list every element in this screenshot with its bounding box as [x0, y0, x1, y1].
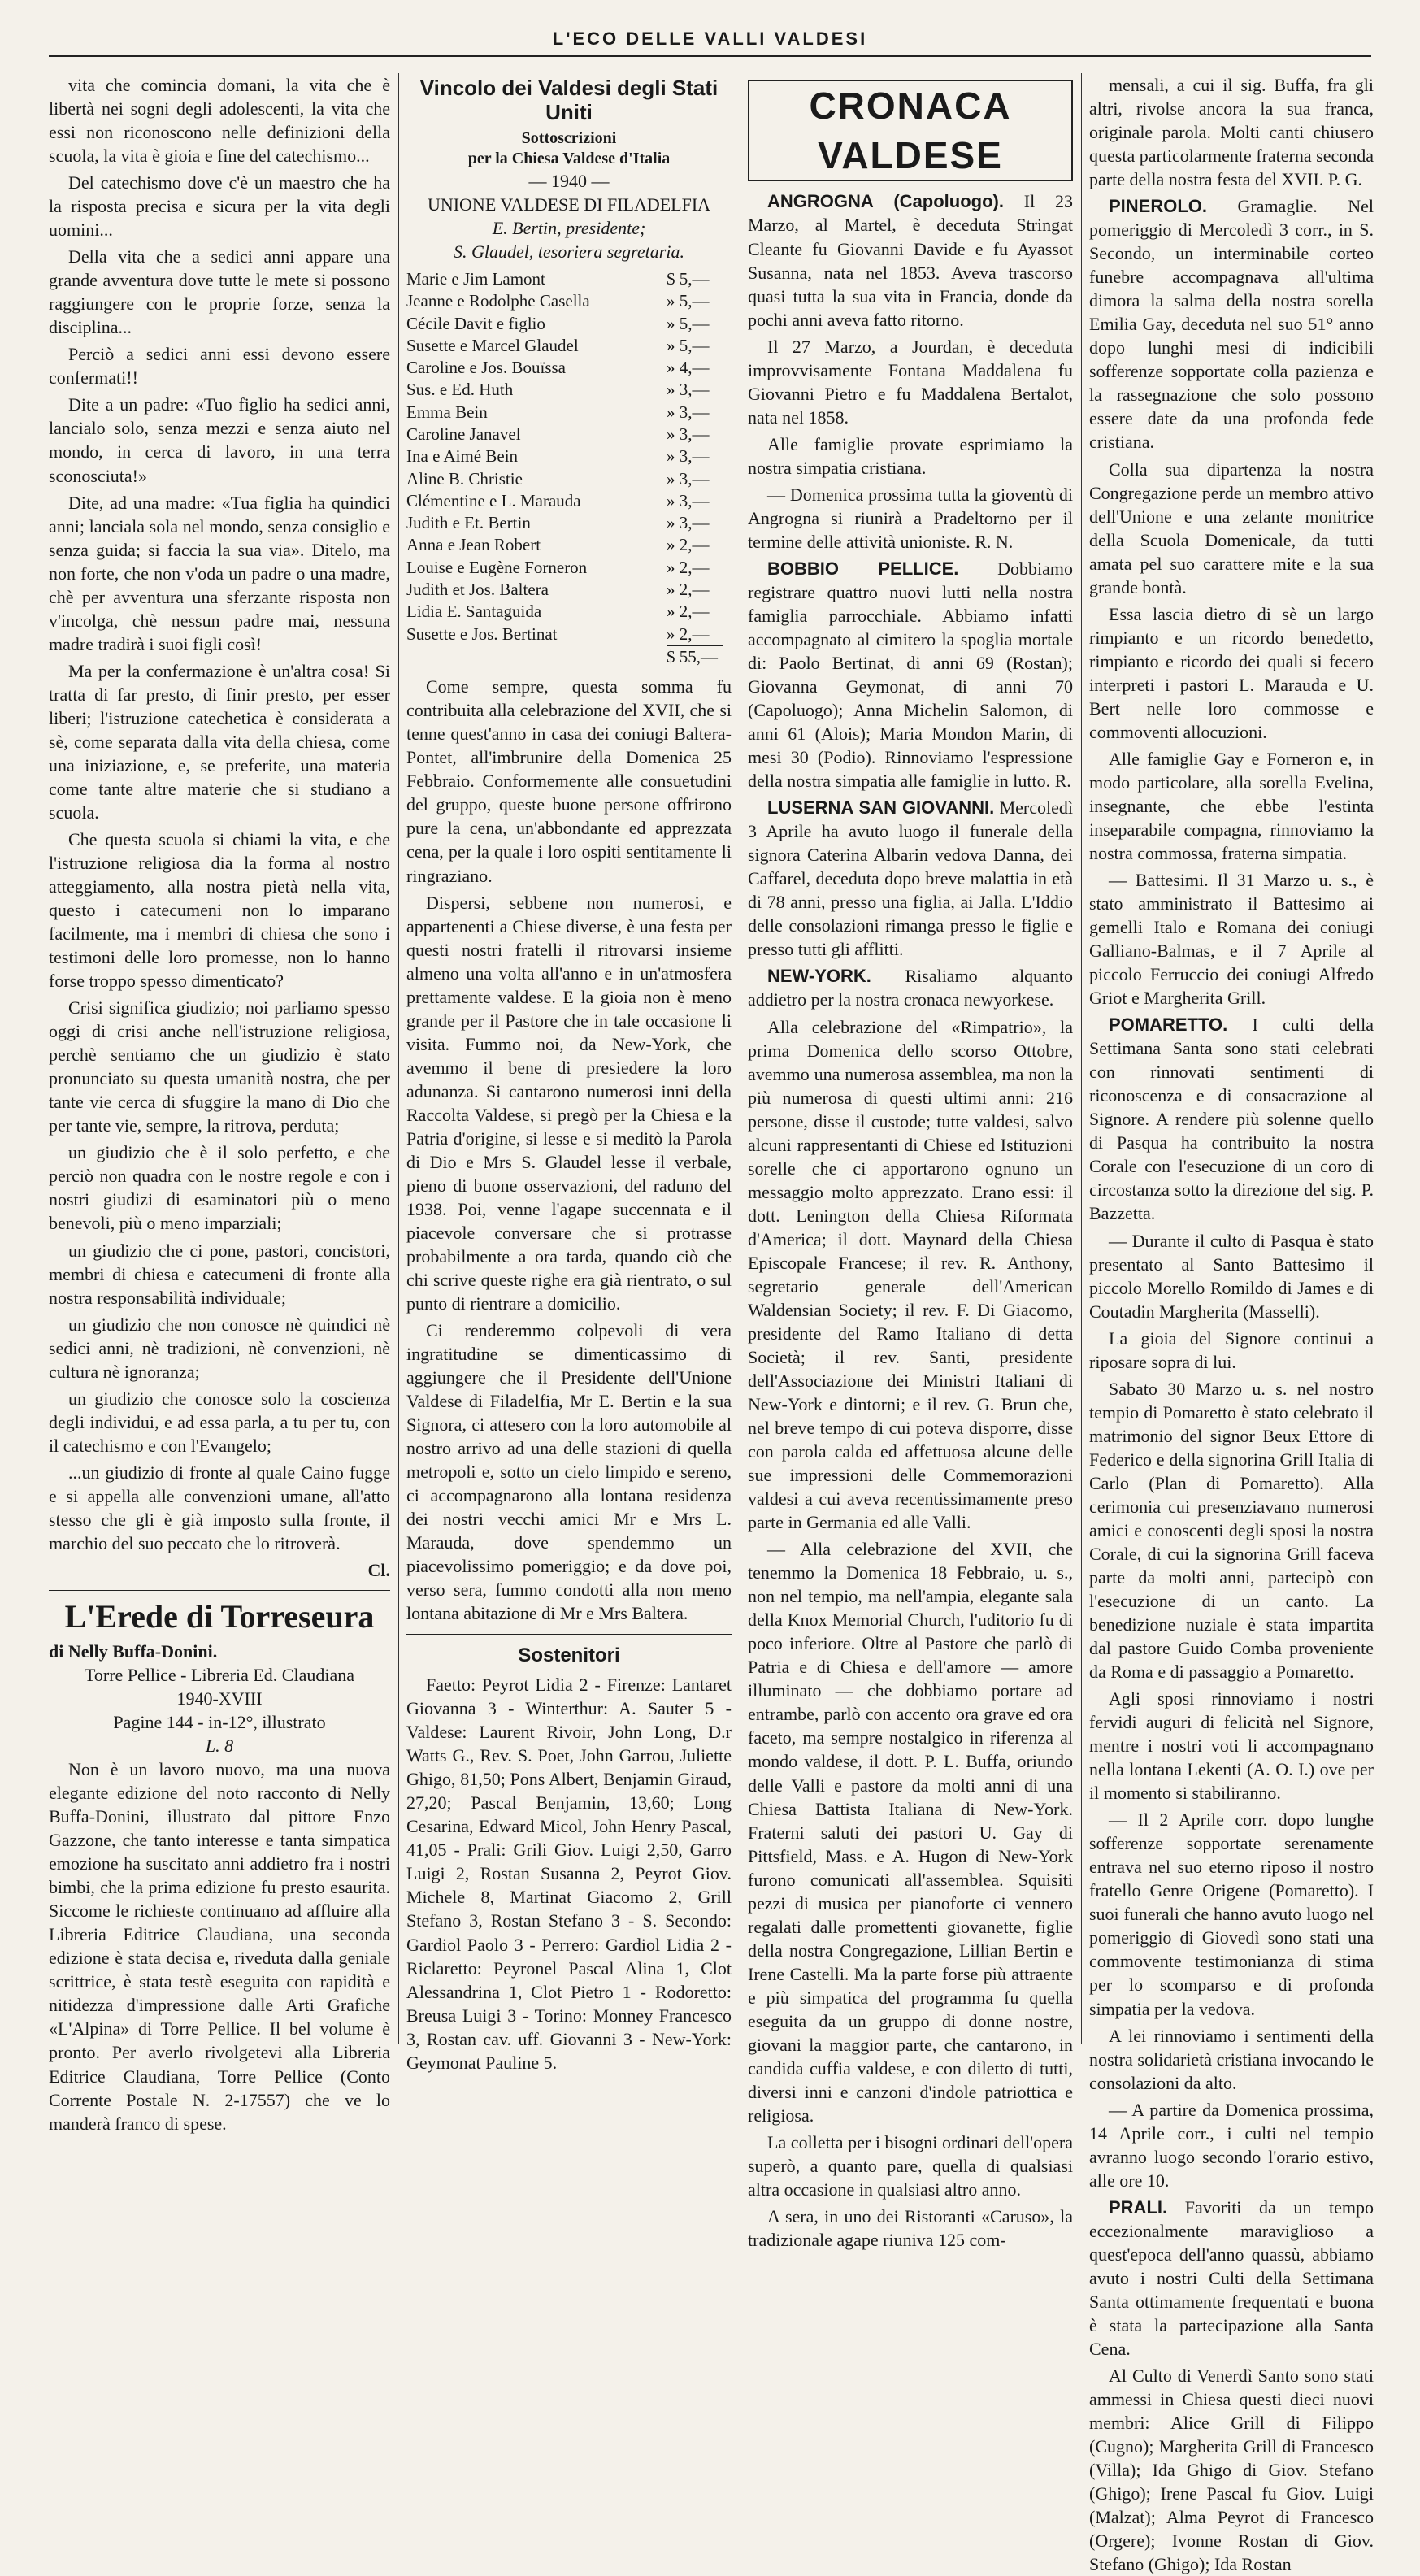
- news-place: BOBBIO PELLICE.: [767, 558, 959, 579]
- donor-amount: » 5,—: [667, 335, 710, 355]
- news-item: [748, 432, 1073, 480]
- donor-name: Jeanne e Rodolphe Casella: [406, 291, 590, 311]
- paragraph: un giudizio che conosce solo la coscienza degli individui, e ad essa parla, a tu per tu, con il catechismo e con l'Evangelo;: [49, 1388, 390, 1456]
- paragraph: Come sempre, questa somma fu contribuita alla celebrazione del XVII, che si tenne quest'anno in casa dei coniugi Baltera-Pontet, all'imbrunire della Domenica 25 Febbraio. Conformemente alle consuetudini del gruppo, queste buone persone offrirono pure la cena, un'abbondante ed apprezzata cena, per la quale i loro ospiti sentitamente li ringraziano.: [406, 676, 732, 886]
- news-item: [1089, 194, 1374, 454]
- president-line: E. Bertin, presidente;: [492, 217, 646, 238]
- divider: [49, 1590, 390, 1591]
- news-place: PRALI.: [1109, 2196, 1168, 2218]
- donor-amount: » 5,—: [667, 291, 710, 311]
- donor-name: Judith et Jos. Baltera: [406, 580, 549, 600]
- donor-row: [406, 601, 732, 623]
- news-item: [1089, 602, 1374, 744]
- news-text: Il 27 Marzo, a Jourdan, è deceduta improvvisamente Fontana Maddalena fu Giovanni Pietro e fu Maddalena Bertalot, nata nel 1858.: [748, 336, 1073, 428]
- donor-row: [406, 445, 732, 467]
- signature: Cl.: [367, 1559, 390, 1580]
- divider: [406, 1634, 732, 1635]
- news-item: [748, 189, 1073, 331]
- news-text: Al Culto di Venerdì Santo sono stati ammessi in Chiesa questi dieci nuovi membri: Alice Grill di Filippo (Cugno); Margherita Grill di Francesco (Villa); Ida Ghigo di Giov. Stefano (Ghigo); Irene Pascal fu Giov. Luigi (Malzat); Alma Peyrot di Francesco (Orgere); Ivonne Rostan di Giov. Stefano (Ghigo); Ida Rostan: [1089, 2365, 1374, 2575]
- news-item: [1089, 2098, 1374, 2192]
- donor-amount: » 3,—: [667, 424, 710, 444]
- donor-name: Clémentine e L. Marauda: [406, 490, 581, 510]
- donor-row: [406, 379, 732, 401]
- donor-row: [406, 557, 732, 579]
- column-2: [406, 73, 732, 2073]
- book-review: Non è un lavoro nuovo, ma una nuova elegante edizione del noto racconto di Nelly Buffa-Donini, illustrato dal pittore Enzo Gazzone, che tanto interesse e tanta simpatica emozione ha suscitato anni addietro fra i nostri bimbi, che la prima edizione fu presto esaurita. Siccome le richieste continuano ad affluire alla Libreria Editrice Claudiana, una seconda edizione è stata decisa e, riveduta dalla geniale scrittrice, è stata testè eseguita con rapidità e nitidezza d'impressione dalle Arti Grafiche «L'Alpina» di Torre Pellice. Il bel volume è pronto. Per averlo rivolgetevi alla Libreria Editrice Claudiana, Torre Pellice (Conto Corrente Postale N. 2-17557) che ve lo manderà franco di spese.: [49, 1759, 390, 2134]
- donor-amount: » 3,—: [667, 468, 710, 489]
- paragraph: Ci renderemmo colpevoli di vera ingratitudine se dimenticassimo di aggiungere che il Presidente dell'Unione Valdese di Filadelfia, Mr E. Bertin e la sua Signora, ci attesero con la loro automobile al nostro arrivo ad una delle stazioni di quella metropoli e, sotto un cielo limpido e sereno, ci accompagnarono alla lontana residenza dei nostri vecchi amici Mr e Mrs L. Marauda, dove spendemmo un piacevolissimo pomeriggio; e da dove poi, verso sera, fummo condotti alla non meno lontana abitazione di Mr e Mrs Baltera.: [406, 1320, 732, 1624]
- page-header: L'ECO DELLE VALLI VALDESI: [49, 23, 1371, 57]
- column-rule: [1081, 73, 1082, 2044]
- donor-name: Sus. e Ed. Huth: [406, 380, 514, 400]
- news-text: A sera, in uno dei Ristoranti «Caruso», la tradizionale agape riuniva 125 com-: [748, 2206, 1073, 2251]
- news-text: Alle famiglie Gay e Forneron e, in modo particolare, alla sorella Evelina, insegnante, che ebbe l'estinta inseparabile compagna, rinnoviamo la nostra commossa, fraterna simpatia.: [1089, 748, 1374, 863]
- section-subtitle: per la Chiesa Valdese d'Italia: [467, 149, 671, 167]
- news-text: Alle famiglie provate esprimiamo la nostra simpatia cristiana.: [748, 433, 1073, 478]
- news-item: [1089, 747, 1374, 865]
- book-author: di Nelly Buffa-Donini.: [49, 1640, 218, 1662]
- paragraph: Crisi significa giudizio; noi parliamo spesso oggi di crisi anche nell'istruzione religiosa, perchè sentiamo che un giudizio è stato pronunciato su questa umanità nostra, che per tante vie cerca di sfuggire la mano di Dio che per tante vie, sempre, la ritrova, perduta;: [49, 997, 390, 1136]
- donor-name: Emma Bein: [406, 402, 488, 422]
- news-place: NEW-YORK.: [767, 966, 871, 987]
- paragraph: Perciò a sedici anni essi devono essere confermati!!: [49, 344, 390, 389]
- news-item: [1089, 2364, 1374, 2576]
- donor-amount: » 2,—: [667, 623, 710, 644]
- column-1: [49, 73, 390, 2134]
- donor-row: [406, 268, 732, 290]
- news-item: [748, 335, 1073, 429]
- donor-row: [406, 512, 732, 534]
- news-text: — Battesimi. Il 31 Marzo u. s., è stato amministrato il Battesimo ai gemelli Italo e Romana dei coniugi Galliano-Balmas, e il 7 Aprile al piccolo Ferruccio dei coniugi Alfredo Griot e Margherita Grill.: [1089, 870, 1374, 1009]
- news-item: [1089, 1327, 1374, 1374]
- paragraph: ...un giudizio di fronte al quale Caino fugge e si appella alle convenzioni umane, all'atto stesso che gli è già imposto sulla fronte, il marchio del suo peccato che lo ritroverà.: [49, 1462, 390, 1553]
- donor-name: Caroline Janavel: [406, 424, 521, 444]
- donor-amount: » 2,—: [667, 557, 710, 577]
- news-text: Il 23 Marzo, al Martel, è deceduta Stringat Cleante fu Giovanni Davide e fu Ayassot Susanna, nata nel 1853. Aveva trascorso quasi tutta la sua vita in Francia, donde da pochi anni aveva fatto ritorno.: [748, 191, 1073, 330]
- donor-amount: » 2,—: [667, 535, 710, 555]
- news-item: [1089, 1687, 1374, 1805]
- donor-row: [406, 313, 732, 335]
- news-text: Colla sua dipartenza la nostra Congregazione perde un membro attivo dell'Unione e una zelante monitrice della Scuola Domenicale, da tutti amata pel suo carattere mite e la sua grande bontà.: [1089, 458, 1374, 597]
- cronaca-title: CRONACA VALDESE: [748, 80, 1073, 181]
- donor-name: Susette e Marcel Glaudel: [406, 335, 579, 355]
- news-text: — Alla celebrazione del XVII, che tenemmo la Domenica 18 Febbraio, u. s., non nel tempio, ma nell'ampia, elegante sala della Knox Memorial Church, l'uditorio fu di poco inferiore. Oltre al Pastore che parlò di Patria e di Chiesa e dell'amore — amore illuminato — che dobbiamo portare ad entrambe, parlò con accento ora grave ed ora faceto, ma sempre nostalgico in riferenza al mondo valdese, il dott. P. L. Buffa, oriundo delle Valli e pastore da molti anni di una Chiesa Battista Italiana di New-York. Fraterni saluti dei pastori U. Gay di Pittsfield, Mass. e A. Hugon di New-York furono comunicati all'assemblea. Squisiti pezzi di musica per pianoforte ci vennero regalati dalle promettenti giovanette, figlie della nostra Congregazione, Lillian Bertin e Irene Castelli. Ma la parte forse più attraente e più simpatica del programma fu quella eseguita da un gruppo di donne nostre, giovani la maggior parte, che cantarono, in candida cuffia valdese, e con diletto di tutti, diversi inni e canzoni d'indole patriottica e religiosa.: [748, 1539, 1073, 2126]
- news-text: Risaliamo alquanto addietro per la nostra cronaca newyorkese.: [748, 966, 1074, 1010]
- paragraph: Dite, ad una madre: «Tua figlia ha quindici anni; lanciala sola nel mondo, senza consiglio e senza guida; si faccia la sua via». Ditelo, ma non forte, che non v'oda un padre o una madre, chè per avventura una sferzante risposta non v'incolga, chè nessun padre mai, nessuna madre tradirà i suoi figli così!: [49, 492, 390, 654]
- news-text: mensali, a cui il sig. Buffa, fra gli altri, rivolse ancora la sua franca, originale parola. Molti canti chiusero questa particolarmente fraterna seconda parte della nostra festa del XVII. P. G.: [1089, 75, 1374, 190]
- news-place: POMARETTO.: [1109, 1014, 1228, 1036]
- column-3: [748, 73, 1074, 2251]
- news-item: [748, 796, 1073, 961]
- news-item: [748, 1537, 1073, 2127]
- donor-amount: » 3,—: [667, 490, 710, 510]
- news-item: [1089, 1013, 1374, 1225]
- news-item: [748, 483, 1073, 554]
- news-text: Sabato 30 Marzo u. s. nel nostro tempio di Pomaretto è stato celebrato il matrimonio del signor Beux Ettore di Federico e della signorina Grill Italia di Carlo (Plan di Pomaretto). Alla cerimonia cui presenziavano numerosi amici e conoscenti degli sposi la nostra Corale, di cui la signorina Grill faceva parte da molti anni, partecipò con l'esecuzione di un canto. La benedizione nuziale è stata impartita dal pastore Guido Comba proveniente da Roma e di passaggio a Pomaretto.: [1089, 1378, 1374, 1683]
- donor-name: Susette e Jos. Bertinat: [406, 623, 558, 644]
- donor-name: Marie e Jim Lamont: [406, 268, 545, 289]
- news-text: — Domenica prossima tutta la gioventù di Angrogna si riunirà a Pradeltorno per il termine delle attività unioniste. R. N.: [748, 484, 1073, 552]
- book-publisher: Torre Pellice - Libreria Ed. Claudiana: [85, 1664, 354, 1685]
- donor-name: Anna e Jean Robert: [406, 535, 541, 555]
- donor-row: [406, 290, 732, 312]
- paragraph: Dite a un padre: «Tuo figlio ha sedici anni, lancialo solo, senza mezzi e senza aiuto nel mondo, in cerca di lavoro, in una terra sconosciuta!»: [49, 394, 390, 486]
- union-name: UNIONE VALDESE DI FILADELFIA: [427, 193, 711, 215]
- column-4: [1089, 73, 1374, 2575]
- donor-row: [406, 579, 732, 601]
- news-text: — Durante il culto di Pasqua è stato presentato al Santo Battesimo il piccolo Morello Romildo di James e di Coutadin Margherita (Masselli).: [1089, 1230, 1374, 1322]
- donor-total: $ 55,—: [406, 645, 732, 668]
- news-item: [748, 1015, 1073, 1535]
- news-text: Favoriti da un tempo eccezionalmente maraviglioso a quest'epoca dell'anno quassù, abbiamo avuto i nostri Culti della Settimana Santa ottimamente frequentati e buona è stata la partecipazione alla Santa Cena.: [1089, 2196, 1374, 2359]
- cronaca-items-continued: [1089, 73, 1374, 2576]
- news-item: [1089, 1229, 1374, 1323]
- donor-list: [406, 268, 732, 645]
- article-catechismo: [49, 73, 390, 1555]
- news-item: [1089, 1377, 1374, 1683]
- section-title: Vincolo dei Valdesi degli Stati Uniti: [419, 76, 719, 124]
- news-item: [1089, 2024, 1374, 2095]
- donor-amount: » 3,—: [667, 402, 710, 422]
- donor-row: [406, 468, 732, 490]
- news-place: LUSERNA SAN GIOVANNI.: [767, 797, 995, 819]
- year-line: — 1940 —: [528, 170, 610, 191]
- donor-amount: » 3,—: [667, 380, 710, 400]
- book-year: 1940-XVIII: [176, 1688, 263, 1709]
- section-subtitle: Sottoscrizioni: [521, 128, 617, 147]
- paragraph: Dispersi, sebbene non numerosi, e appartenenti a Chiese diverse, è una festa per questi nostri fratelli il ritrovarsi insieme almeno una volta all'anno e in un'atmosfera prettamente valdese. E la gioia non è meno grande per il Pastore che in tale occasione li visita. Fummo noi, da New-York, che avemmo il bene di presiedere la loro adunanza. Si cantarono numerosi inni della Raccolta Valdese, si pregò per la Chiesa e la Patria d'origine, si lesse e si meditò la Parola di Dio e Mrs S. Glaudel lesse il verbale, pieno di buone osservazioni, del raduno del 1938. Poi, venne l'agape succennata e il piacevole conversare che si protrasse probabilmente a ora tarda, quando ciò che chi scrive queste righe era già rientrato, o sul punto di rientrare a domicilio.: [406, 892, 732, 1314]
- news-text: — A partire da Domenica prossima, 14 Aprile corr., i culti nel tempio avranno luogo secondo l'orario estivo, alle ore 10.: [1089, 2099, 1374, 2191]
- donor-name: Ina e Aimé Bein: [406, 446, 519, 467]
- donor-amount: » 2,—: [667, 580, 710, 600]
- paragraph: vita che comincia domani, la vita che è libertà nei sogni degli adolescenti, la vita che essi non riconoscono nelle definizioni della scuola, la vita è gioia e fine del catechismo...: [49, 75, 390, 167]
- donor-name: Caroline e Jos. Bouïssa: [406, 358, 566, 378]
- sostenitori-title: Sostenitori: [518, 1644, 620, 1666]
- paragraph: un giudizio che ci pone, pastori, concistori, membri di chiesa e catecumeni di fronte alla nostra responsabilità individuale;: [49, 1240, 390, 1308]
- donor-name: Cécile Davit e figlio: [406, 313, 545, 333]
- news-text: I culti della Settimana Santa sono stati celebrati con rinnovati sentimenti di riconoscenza e di consacrazione al Signore. A rendere più solenne quello di Pasqua ha contribuito la nostra Corale con l'esecuzione di un coro di circostanza sotto la direzione del sig. P. Bazzetta.: [1089, 1014, 1374, 1224]
- donor-amount: » 5,—: [667, 313, 710, 333]
- column-rule: [398, 73, 399, 2044]
- donor-amount: $ 5,—: [667, 268, 710, 289]
- news-text: La gioia del Signore continui a riposare sopra di lui.: [1089, 1327, 1374, 1372]
- news-text: Mercoledì 3 Aprile ha avuto luogo il funerale della signora Caterina Albarin vedova Danna, dei Caffarel, deceduta dopo breve malattia in età di 78 anni, presso una figlia, ai Jalla. L'Iddio delle consolazioni rimanga presso le figlie e presso tutti gli afflitti.: [748, 797, 1073, 960]
- donor-amount: » 3,—: [667, 513, 710, 533]
- paragraph: Del catechismo dove c'è un maestro che ha la risposta precisa e sicura per la vita degli uomini...: [49, 172, 390, 241]
- news-text: Gramaglie. Nel pomeriggio di Mercoledì 3 corr., in S. Secondo, un interminabile corteo funebre accompagnava all'ultima dimora la salma della nostra sorella Emilia Gay, deceduta nel suo 51° anno dopo lunghi mesi di indicibili sofferenze sopportate colla pazienza e la rassegnazione che solo possono essere date da una profonda fede cristiana.: [1089, 196, 1374, 453]
- news-text: La colletta per i bisogni ordinari dell'opera superò, a quanto pare, quella di qualsiasi altra occasione in qualsiasi altro anno.: [748, 2131, 1073, 2200]
- news-item: [748, 964, 1073, 1011]
- donor-row: [406, 623, 732, 645]
- news-text: Dobbiamo registrare quattro nuovi lutti nella nostra famiglia parrocchiale. Abbiamo infatti accompagnato al cimitero la spoglia mortale di: Paolo Bertinat, di anni 69 (Rostan); Giovanna Geymonat, di anni 70 (Capoluogo); Anna Michelin Salomon, di anni 61 (Alois); Maria Mondon Marin, di mesi 30 (Podio). Rinnoviamo l'espressione della nostra simpatia alle famiglie in lutto. R.: [748, 558, 1074, 792]
- donor-row: [406, 402, 732, 424]
- donor-row: [406, 424, 732, 445]
- donor-row: [406, 357, 732, 379]
- news-item: [1089, 73, 1374, 191]
- donor-amount: » 4,—: [667, 358, 710, 378]
- news-text: Agli sposi rinnoviamo i nostri fervidi auguri di felicità nel Signore, mentre i nostri voti li accompagnano nella lontana Lekenti (A. O. I.) ove per il momento si stabiliranno.: [1089, 1688, 1374, 1804]
- news-item: [1089, 2196, 1374, 2361]
- news-item: [748, 2205, 1073, 2252]
- paragraph: Ma per la confermazione è un'altra cosa! Si tratta di far presto, di finir presto, per esser liberi; l'istruzione catechetica è considerata a sè, come separata dalla vita della chiesa, come una iniziazione, e, se preferite, una materia come tante altre materie che si studiano a scuola.: [49, 660, 390, 823]
- book-title: L'Erede di Torreseura: [64, 1597, 375, 1635]
- donor-row: [406, 335, 732, 357]
- news-text: Essa lascia dietro di sè un largo rimpianto e un ricordo benedetto, rimpianto e ricordo dei quali si fecero interpreti i pastori L. Marauda e U. Bert nelle loro commosse e commoventi allocuzioni.: [1089, 603, 1374, 742]
- secretary-line: S. Glaudel, tesoriera segretaria.: [454, 241, 684, 262]
- donor-name: Lidia E. Santaguida: [406, 602, 542, 622]
- news-item: [1089, 868, 1374, 1010]
- news-text: Alla celebrazione del «Rimpatrio», la prima Domenica dello scorso Ottobre, avemmo una numerosa assemblea, ma non la più numerosa di questi ultimi anni: 216 persone, disse il custode; tutte valdesi, salvo alcuni rappresentanti di Chiese ed Istituzioni sorelle che ci apportarono ognuno un messaggio molto apprezzato. Erano essi: il dott. Lenington della Chiesa Riformata d'America; il dott. Maynard della Chiesa Episcopale Francese; il rev. R. Anthony, segretario generale dell'American Waldensian Society; il rev. F. Di Giacomo, presidente del Ramo Italiano di detta Società; il rev. Santi, presidente dell'Associazione dei Ministri Italiani di New-York e dintorni; e il rev. G. Brun che, nel breve tempo di cui poteva disporre, disse con parola calda ed affettuosa alcune delle sue impressioni delle Commemorazioni valdesi a cui aveva recentissimamente preso parte in Germania ed alle Valli.: [748, 1016, 1073, 1533]
- article-filadelfia: [406, 675, 732, 1625]
- donor-amount: » 2,—: [667, 602, 710, 622]
- news-item: [748, 557, 1073, 793]
- book-pages: Pagine 144 - in-12°, illustrato: [113, 1712, 326, 1733]
- book-price: L. 8: [205, 1735, 234, 1757]
- cronaca-items: [748, 189, 1073, 2252]
- news-item: [748, 2131, 1073, 2201]
- donor-amount: » 3,—: [667, 446, 710, 467]
- news-item: [1089, 458, 1374, 599]
- donor-name: Louise e Eugène Forneron: [406, 557, 588, 577]
- news-place: ANGROGNA (Capoluogo).: [767, 191, 1004, 212]
- sostenitori-list: Faetto: Peyrot Lidia 2 - Firenze: Lantaret Giovanna 3 - Winterthur: A. Sauter 5 - Valdese: Laurent Rivoir, John Long, D.r Watts G., Rev. S. Poet, John Garrou, Juliette Ghigo, 81,50; Pons Albert, Benjamin Giraud, 27,20; Pascal Benjamin, 13,60; Long Cesarina, Edward Micol, John Henry Pascal, 41,05 - Prali: Grili Giov. Luigi 2,50, Garro Luigi 2, Rostan Susanna 2, Peyrot Giov. Michele 8, Martinat Giacomo 2, Grill Stefano 3, Rostan Stefano 3 - S. Secondo: Gardiol Paolo 3 - Perrero: Gardiol Lidia 2 - Riclaretto: Peyronel Pascal Alina 1, Clot Alessandrina 1, Clot Pietro 1 - Rodoretto: Breusa Luigi 3 - Torino: Monney Francesco 3, Rostan cav. uff. Giovanni 3 - New-York: Geymonat Pauline 5.: [406, 1675, 732, 2073]
- news-item: [1089, 1808, 1374, 2020]
- news-place: PINEROLO.: [1109, 196, 1208, 217]
- news-text: A lei rinnoviamo i sentimenti della nostra solidarietà cristiana invocando le consolazioni da alto.: [1089, 2025, 1374, 2093]
- donor-row: [406, 534, 732, 556]
- news-text: — Il 2 Aprile corr. dopo lunghe sofferenze sopportate serenamente entrava nel suo eterno riposo il nostro fratello Genre Origene (Pomaretto). I suoi funerali che hanno avuto luogo nel pomeriggio di Giovedì sono stati una commovente testimonianza di stima per lo scomparso e di profonda simpatia per la vedova.: [1089, 1809, 1374, 2019]
- donor-name: Judith e Et. Bertin: [406, 513, 531, 533]
- paragraph: un giudizio che non conosce nè quindici nè sedici anni, nè tradizioni, nè convenzioni, nè cultura nè ignoranza;: [49, 1314, 390, 1382]
- donor-row: [406, 490, 732, 512]
- paragraph: Che questa scuola si chiami la vita, e che l'istruzione religiosa dia la forma al nostro atteggiamento, alla nostra pietà nella vita, questo i catecumeni non lo imparano facilmente, ma i membri di chiesa che sono i testimoni delle loro promesse, non lo hanno forse troppo spesso dimenticato?: [49, 828, 390, 992]
- paragraph: Della vita che a sedici anni appare una grande avventura dove tutte le mete si possono raggiungere con le proprie forze, senza la disciplina...: [49, 246, 390, 338]
- paragraph: un giudizio che è il solo perfetto, e che perciò non quadra con le nostre regole e con i nostri giudizi di esaminatori più o meno benevoli, più o meno imparziali;: [49, 1142, 390, 1234]
- donor-name: Aline B. Christie: [406, 468, 523, 489]
